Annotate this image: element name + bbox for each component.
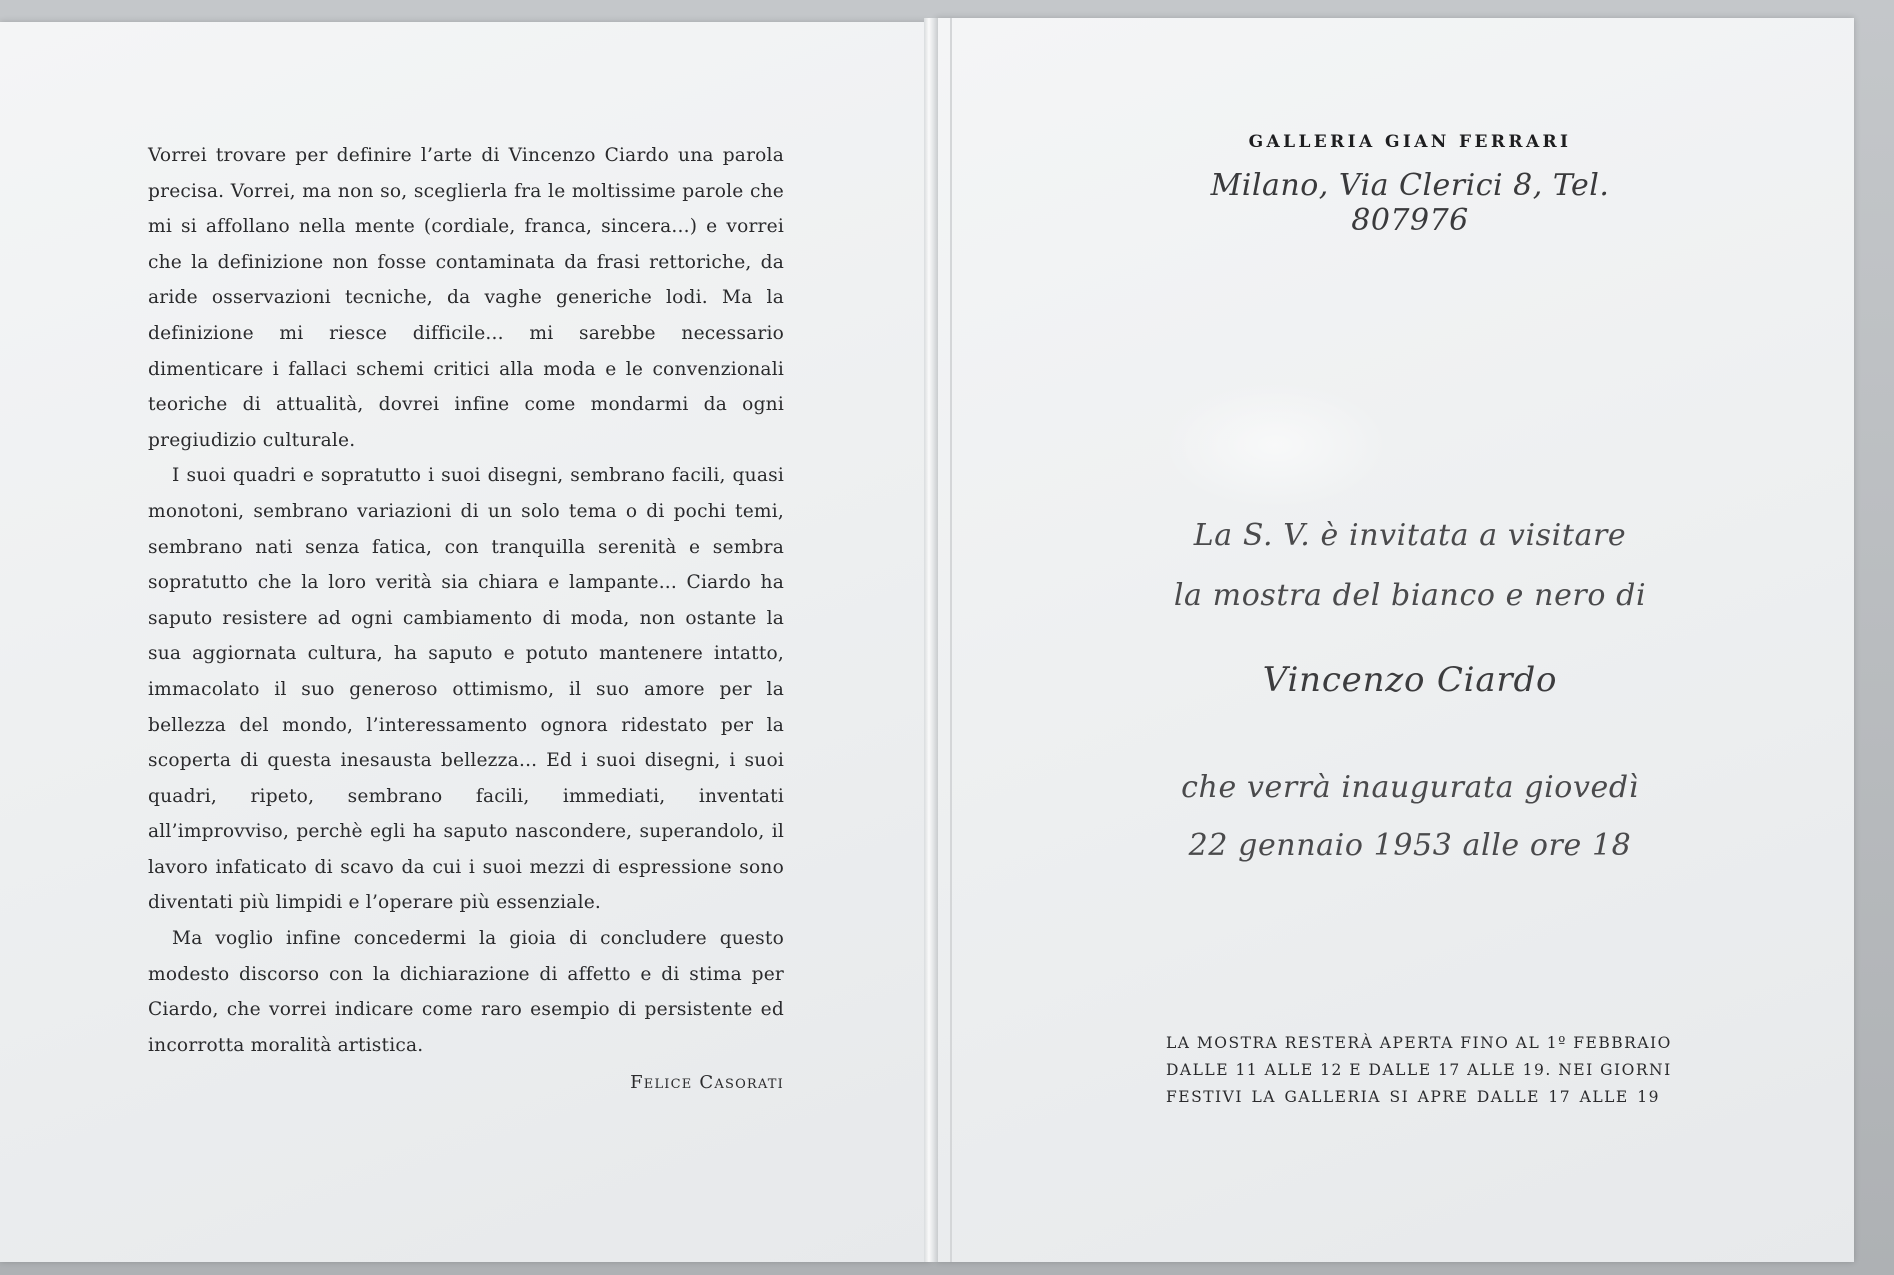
opening-hours-line-2: DALLE 11 ALLE 12 E DALLE 17 ALLE 19. NEI GIORNI — [1166, 1061, 1672, 1079]
fold-crease — [950, 18, 952, 1262]
essay-paragraph-1: Vorrei trovare per definire l’arte di Vincenzo Ciardo una parola precisa. Vorrei, ma non so, sceglierla fra le moltissime parole che mi si affollano nella mente (cordiale, franca, sincera...) e vorrei che la definizione non fosse contaminata da frasi rettoriche, da aride osservazioni tecniche, da vaghe generiche lodi. Ma la definizione mi riesce difficile... mi sarebbe necessario dimenticare i fallaci schemi critici alla moda e le convenzionali teoriche di attualità, dovrei infine come mondarmi da ogni pregiudizio culturale. — [148, 145, 784, 451]
essay-paragraph-2: I suoi quadri e sopratutto i suoi disegni, sembrano facili, quasi monotoni, sembrano variazioni di un solo tema o di pochi temi, sembrano nati senza fatica, con tranquilla serenità e sembra sopratutto che la loro verità sia chiara e lampante... Ciardo ha saputo resistere ad ogni cambiamento di moda, non ostante la sua aggiornata cultura, ha saputo e potuto mantenere intatto, immacolato il suo generoso ottimismo, il suo amore per la bellezza del mondo, l’interessamento ognora ridestato per la scoperta di questa inesausta bellezza... Ed i suoi disegni, i suoi quadri, ripeto, sembrano facili, immediati, inventati all’improvviso, perchè egli ha saputo nascondere, superandolo, il lavoro infaticato di scavo da cui i suoi mezzi di espressione sono diventati più limpidi e l’operare più essenziale. — [148, 465, 784, 914]
paper-smudge — [1160, 380, 1390, 510]
opening-hours — [1166, 1030, 1672, 1111]
gallery-address: Milano, Via Clerici 8, Tel. 807976 — [1210, 168, 1610, 238]
page-fold — [924, 18, 938, 1262]
invitation-line-1: La S. V. è invitata a visitare — [1193, 518, 1627, 553]
invitation-line-4: 22 gennaio 1953 alle ore 18 — [1188, 828, 1632, 863]
gallery-name: GALLERIA GIAN FERRARI — [1248, 132, 1572, 152]
artist-name: Vincenzo Ciardo — [1262, 660, 1558, 700]
essay-signature: Felice Casorati — [630, 1072, 784, 1094]
essay-text — [148, 138, 784, 1101]
invitation-line-2: la mostra del bianco e nero di — [1173, 578, 1647, 613]
opening-hours-line-3: FESTIVI LA GALLERIA SI APRE DALLE 17 ALLE 19 — [1166, 1088, 1660, 1106]
opening-hours-line-1: LA MOSTRA RESTERÀ APERTA FINO AL 1º FEBBRAIO — [1166, 1034, 1672, 1052]
essay-paragraph-3: Ma voglio infine concedermi la gioia di concludere questo modesto discorso con la dichiarazione di affetto e di stima per Ciardo, che vorrei indicare come raro esempio di persistente ed incorrotta moralità artistica. — [148, 928, 784, 1056]
invitation-line-3: che verrà inaugurata giovedì — [1181, 770, 1639, 805]
